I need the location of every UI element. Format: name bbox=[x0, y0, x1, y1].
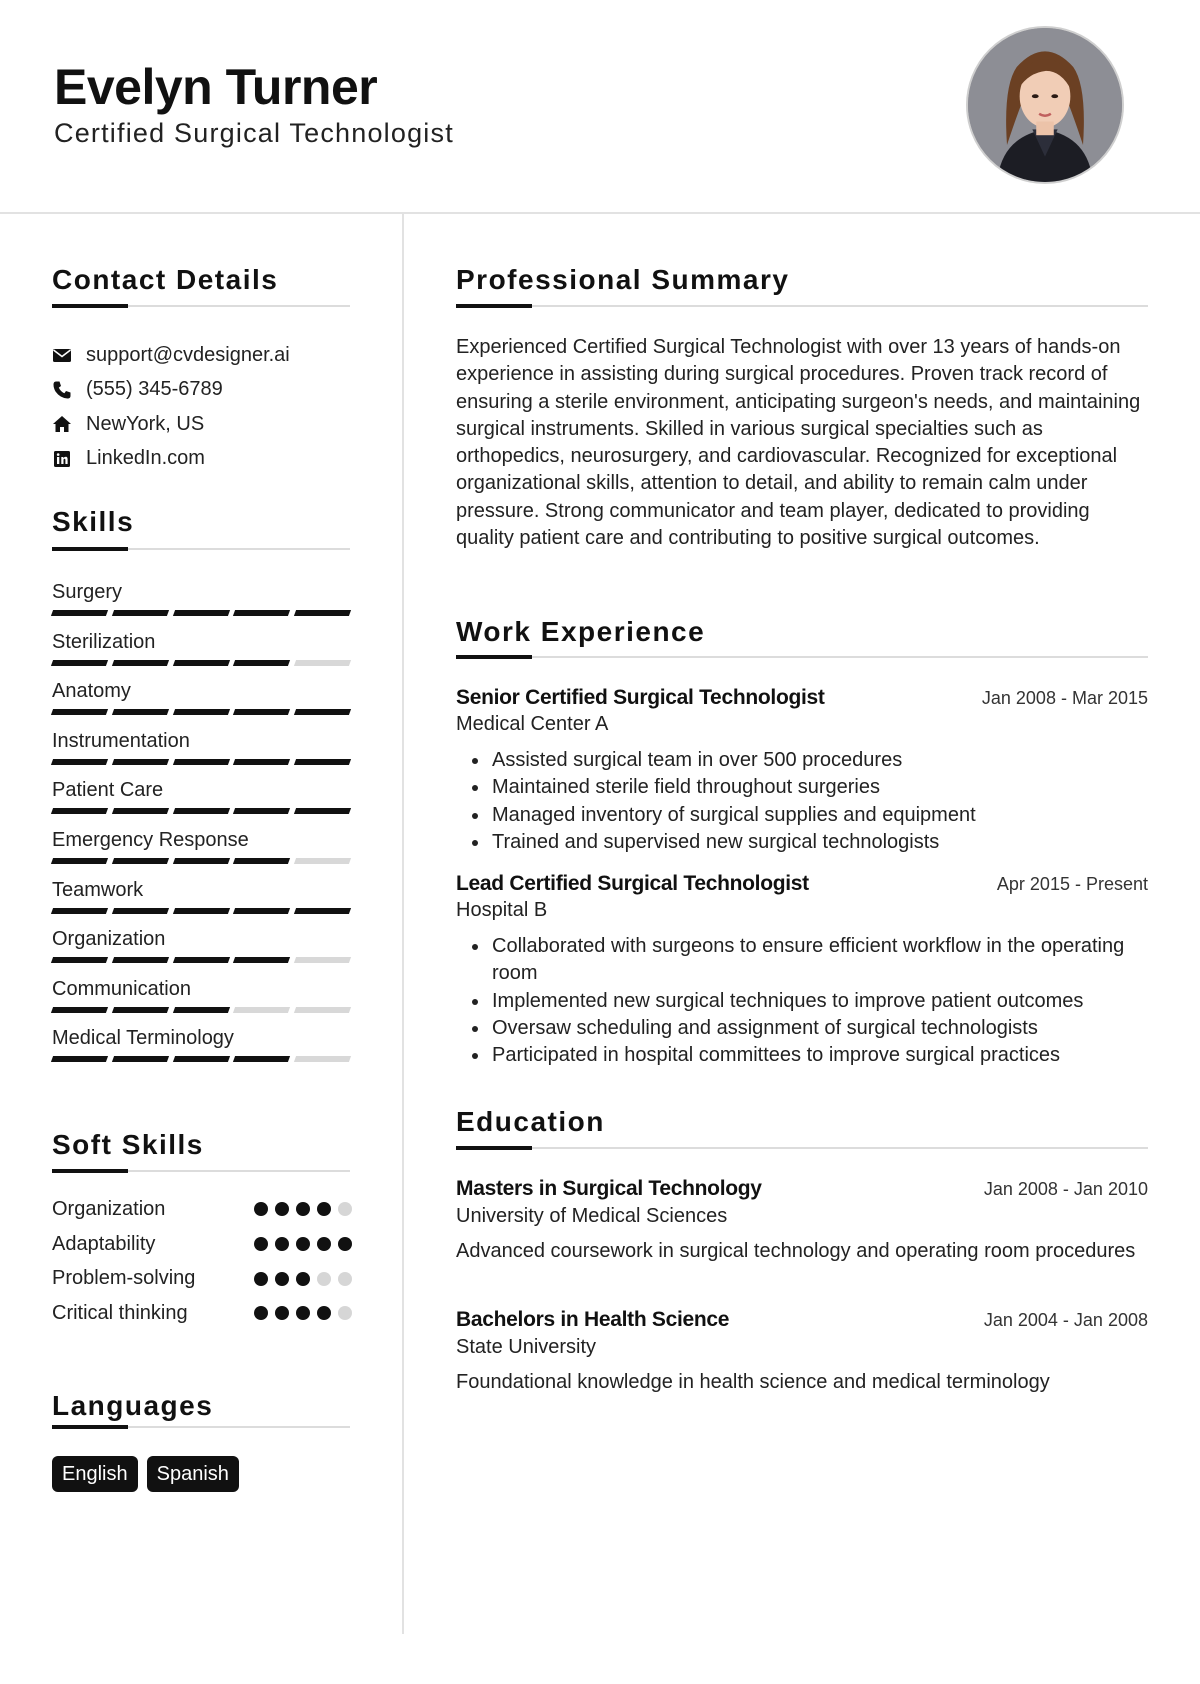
rating-dot bbox=[317, 1202, 331, 1216]
job-bullet: Implemented new surgical techniques to improve patient outcomes bbox=[492, 988, 1152, 1015]
skill-item bbox=[52, 822, 350, 872]
skill-level-segment bbox=[173, 957, 230, 963]
education-degree: Masters in Surgical Technology bbox=[456, 1177, 762, 1200]
soft-skill-rating bbox=[254, 1306, 352, 1320]
skill-level-segment bbox=[173, 808, 230, 814]
soft-skills-heading: Soft Skills bbox=[52, 1129, 204, 1160]
education-date: Jan 2004 - Jan 2008 bbox=[983, 1310, 1148, 1330]
skill-item bbox=[52, 921, 350, 971]
skills-list bbox=[52, 574, 350, 1070]
summary-heading-rule bbox=[456, 305, 1148, 307]
rating-dot bbox=[296, 1202, 310, 1216]
rating-dot bbox=[296, 1237, 310, 1251]
skill-item bbox=[52, 1020, 350, 1070]
job-title: Lead Certified Surgical Technologist bbox=[456, 872, 809, 895]
rating-dot bbox=[275, 1272, 289, 1286]
candidate-title: Certified Surgical Technologist bbox=[54, 118, 454, 148]
skill-level-segment bbox=[233, 908, 290, 914]
skill-item bbox=[52, 673, 350, 723]
skill-level-segment bbox=[233, 759, 290, 765]
skill-level-segment bbox=[233, 957, 290, 963]
job-organization: Hospital B bbox=[456, 899, 548, 921]
job-bullet: Participated in hospital committees to improve surgical practices bbox=[492, 1042, 1152, 1069]
skill-level-bar bbox=[52, 1007, 350, 1013]
skill-level-segment bbox=[294, 759, 351, 765]
skill-level-segment bbox=[112, 610, 169, 616]
envelope-icon bbox=[52, 344, 86, 366]
job-bullet: Managed inventory of surgical supplies and equipment bbox=[492, 802, 1152, 829]
experience-heading-rule bbox=[456, 656, 1148, 658]
skill-level-segment bbox=[51, 660, 108, 666]
job-bullets bbox=[492, 747, 1152, 856]
skill-label: Organization bbox=[52, 928, 166, 951]
skill-level-segment bbox=[294, 957, 351, 963]
skill-item bbox=[52, 772, 350, 822]
contact-location bbox=[52, 407, 352, 442]
job-bullet: Trained and supervised new surgical technologists bbox=[492, 829, 1152, 856]
summary-text: Experienced Certified Surgical Technologist with over 13 years of hands-on experience in assisting during surgical procedures. Proven track record of ensuring a sterile environment, anticipating surgeon's needs, and maintaining surgical instruments. Skilled in various surgical specialties such as orthopedics, neurosurgery, and cardiovascular. Recognized for exceptional organizational skills, attention to detail, and ability to remain calm under pressure. Strong communicator and team player, dedicated to providing quality patient care and contributing to positive surgical outcomes. bbox=[456, 336, 1141, 550]
skill-level-segment bbox=[112, 858, 169, 864]
skill-level-bar bbox=[52, 709, 350, 715]
job-bullet: Oversaw scheduling and assignment of surgical technologists bbox=[492, 1015, 1152, 1042]
contact-phone[interactable] bbox=[52, 373, 352, 408]
rating-dot bbox=[275, 1306, 289, 1320]
experience-heading: Work Experience bbox=[456, 616, 706, 647]
rating-dot bbox=[338, 1272, 352, 1286]
languages-list bbox=[52, 1456, 239, 1492]
soft-skill-rating bbox=[254, 1202, 352, 1216]
contact-phone-text: (555) 345-6789 bbox=[86, 378, 223, 401]
soft-skill-item bbox=[52, 1261, 352, 1296]
soft-skill-item bbox=[52, 1192, 352, 1227]
education-header bbox=[456, 1308, 1148, 1332]
contact-linkedin[interactable] bbox=[52, 442, 352, 477]
skill-level-segment bbox=[294, 610, 351, 616]
skill-level-segment bbox=[294, 808, 351, 814]
rating-dot bbox=[338, 1306, 352, 1320]
contact-email-text: support@cvdesigner.ai bbox=[86, 343, 290, 366]
soft-skill-label: Critical thinking bbox=[52, 1301, 188, 1324]
skill-level-segment bbox=[233, 660, 290, 666]
candidate-name: Evelyn Turner bbox=[54, 59, 378, 115]
phone-icon bbox=[52, 379, 86, 401]
language-tag: English bbox=[52, 1456, 138, 1492]
job-bullet: Maintained sterile field throughout surgeries bbox=[492, 774, 1152, 801]
skill-level-bar bbox=[52, 808, 350, 814]
skill-level-segment bbox=[294, 908, 351, 914]
skill-level-segment bbox=[173, 1056, 230, 1062]
skill-label: Patient Care bbox=[52, 779, 164, 802]
soft-skill-label: Problem-solving bbox=[52, 1267, 196, 1290]
skill-item bbox=[52, 723, 350, 773]
skill-level-bar bbox=[52, 908, 350, 914]
skill-level-segment bbox=[173, 660, 230, 666]
skill-level-segment bbox=[51, 1007, 108, 1013]
skill-level-bar bbox=[52, 1056, 350, 1062]
education-school: University of Medical Sciences bbox=[456, 1205, 728, 1227]
skill-level-segment bbox=[233, 808, 290, 814]
job-bullet: Collaborated with surgeons to ensure efficient workflow in the operating room bbox=[492, 933, 1152, 988]
skill-level-segment bbox=[173, 709, 230, 715]
skill-level-segment bbox=[173, 908, 230, 914]
rating-dot bbox=[254, 1237, 268, 1251]
skill-label: Teamwork bbox=[52, 878, 144, 901]
job-header bbox=[456, 686, 1148, 710]
skill-level-segment bbox=[51, 709, 108, 715]
soft-skill-label: Adaptability bbox=[52, 1232, 156, 1255]
skills-heading-rule bbox=[52, 548, 350, 550]
skill-level-segment bbox=[51, 759, 108, 765]
skill-level-segment bbox=[112, 808, 169, 814]
column-divider bbox=[402, 214, 404, 1634]
skill-item bbox=[52, 971, 350, 1021]
education-header bbox=[456, 1177, 1148, 1201]
rating-dot bbox=[254, 1202, 268, 1216]
profile-photo bbox=[966, 26, 1124, 184]
education-heading: Education bbox=[456, 1106, 605, 1137]
skill-item bbox=[52, 574, 350, 624]
skill-level-bar bbox=[52, 660, 350, 666]
skill-label: Communication bbox=[52, 977, 191, 1000]
rating-dot bbox=[317, 1272, 331, 1286]
skill-label: Anatomy bbox=[52, 680, 131, 703]
rating-dot bbox=[296, 1306, 310, 1320]
skill-level-segment bbox=[294, 709, 351, 715]
soft-skill-rating bbox=[254, 1237, 352, 1251]
contact-location-text: NewYork, US bbox=[86, 412, 205, 435]
skill-level-bar bbox=[52, 858, 350, 864]
skill-item bbox=[52, 872, 350, 922]
skill-level-segment bbox=[112, 660, 169, 666]
skill-item bbox=[52, 624, 350, 674]
skill-level-segment bbox=[51, 1056, 108, 1062]
skill-level-segment bbox=[112, 1056, 169, 1062]
job-organization: Medical Center A bbox=[456, 713, 609, 735]
skill-level-segment bbox=[51, 858, 108, 864]
skill-label: Surgery bbox=[52, 581, 123, 603]
rating-dot bbox=[275, 1202, 289, 1216]
skill-level-segment bbox=[233, 1056, 290, 1062]
rating-dot bbox=[338, 1202, 352, 1216]
job-bullets bbox=[492, 933, 1152, 1069]
skill-level-segment bbox=[112, 957, 169, 963]
contact-linkedin-text: LinkedIn.com bbox=[86, 447, 205, 470]
job-date: Apr 2015 - Present bbox=[996, 874, 1148, 894]
soft-skill-label: Organization bbox=[52, 1197, 166, 1220]
contact-list bbox=[52, 338, 352, 476]
language-tag: Spanish bbox=[147, 1456, 239, 1492]
skill-level-segment bbox=[294, 1007, 351, 1013]
soft-skill-item bbox=[52, 1227, 352, 1262]
skills-heading: Skills bbox=[52, 506, 135, 537]
skill-level-bar bbox=[52, 610, 350, 616]
soft-skill-rating bbox=[254, 1272, 352, 1286]
skill-level-segment bbox=[112, 709, 169, 715]
skill-level-bar bbox=[52, 759, 350, 765]
skill-level-segment bbox=[294, 660, 351, 666]
skill-label: Instrumentation bbox=[52, 729, 190, 752]
rating-dot bbox=[275, 1237, 289, 1251]
skill-level-segment bbox=[233, 1007, 290, 1013]
skill-label: Emergency Response bbox=[52, 828, 249, 851]
linkedin-icon bbox=[52, 448, 86, 470]
education-date: Jan 2008 - Jan 2010 bbox=[983, 1179, 1148, 1199]
soft-skills-list bbox=[52, 1192, 352, 1331]
education-description: Foundational knowledge in health science and medical terminology bbox=[456, 1371, 1050, 1393]
education-school: State University bbox=[456, 1336, 597, 1358]
education-heading-rule bbox=[456, 1147, 1148, 1149]
skill-level-segment bbox=[294, 858, 351, 864]
rating-dot bbox=[338, 1237, 352, 1251]
summary-heading: Professional Summary bbox=[456, 264, 790, 295]
job-title: Senior Certified Surgical Technologist bbox=[456, 686, 825, 709]
job-bullet: Assisted surgical team in over 500 procedures bbox=[492, 747, 1152, 774]
rating-dot bbox=[296, 1272, 310, 1286]
job-header bbox=[456, 872, 1148, 896]
soft-skills-heading-rule bbox=[52, 1170, 350, 1172]
education-description: Advanced coursework in surgical technology and operating room procedures bbox=[456, 1240, 1136, 1262]
resume-header bbox=[0, 0, 1200, 214]
skill-level-segment bbox=[173, 759, 230, 765]
skill-level-segment bbox=[112, 1007, 169, 1013]
skill-level-segment bbox=[51, 610, 108, 616]
skill-level-segment bbox=[233, 858, 290, 864]
skill-level-segment bbox=[294, 1056, 351, 1062]
skill-level-segment bbox=[233, 709, 290, 715]
profile-photo-illustration bbox=[968, 28, 1122, 182]
contact-heading-rule bbox=[52, 305, 350, 307]
contact-heading: Contact Details bbox=[52, 264, 279, 295]
rating-dot bbox=[317, 1306, 331, 1320]
rating-dot bbox=[254, 1272, 268, 1286]
skill-level-segment bbox=[233, 610, 290, 616]
skill-level-bar bbox=[52, 957, 350, 963]
skill-level-segment bbox=[173, 858, 230, 864]
skill-level-segment bbox=[51, 908, 108, 914]
skill-level-segment bbox=[112, 908, 169, 914]
skill-level-segment bbox=[51, 808, 108, 814]
languages-heading-rule bbox=[52, 1426, 350, 1428]
contact-email[interactable] bbox=[52, 338, 352, 373]
skill-label: Sterilization bbox=[52, 630, 156, 653]
rating-dot bbox=[254, 1306, 268, 1320]
education-degree: Bachelors in Health Science bbox=[456, 1308, 730, 1331]
skill-level-segment bbox=[51, 957, 108, 963]
soft-skill-item bbox=[52, 1296, 352, 1331]
rating-dot bbox=[317, 1237, 331, 1251]
languages-heading: Languages bbox=[52, 1390, 214, 1421]
skill-label: Medical Terminology bbox=[52, 1027, 234, 1050]
skill-level-segment bbox=[173, 1007, 230, 1013]
skill-level-segment bbox=[173, 610, 230, 616]
skill-level-segment bbox=[112, 759, 169, 765]
home-icon bbox=[52, 413, 86, 435]
job-date: Jan 2008 - Mar 2015 bbox=[981, 688, 1148, 708]
